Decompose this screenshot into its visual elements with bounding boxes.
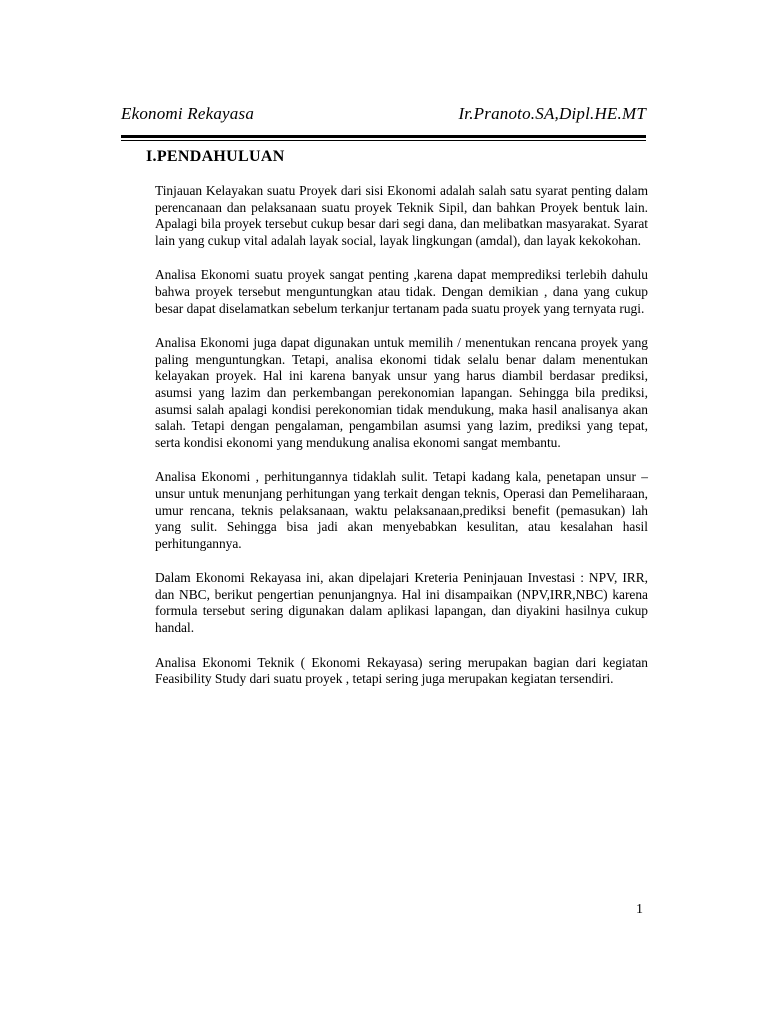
body-text (155, 183, 648, 706)
header-author: Ir.Pranoto.SA,Dipl.HE.MT (458, 104, 646, 123)
paragraph-1: Tinjauan Kelayakan suatu Proyek dari sisi Ekonomi adalah salah satu syarat penting dalam perencanaan dan pelaksanaan suatu proyek Teknik Sipil, dan bahkan Proyek bentuk lain. Apalagi bila proyek tersebut cukup besar dari segi dana, dan melibatkan masyarakat. Syarat lain yang cukup vital adalah layak social, layak lingkungan (amdal), dan layak kekokohan. (155, 183, 648, 248)
paragraph-2: Analisa Ekonomi suatu proyek sangat penting ,karena dapat memprediksi terlebih dahulu bahwa proyek tersebut menguntungkan atau tidak. Dengan demikian , dana yang cukup besar dapat diselamatkan sebelum terkanjur tertanam pada suatu proyek yang ternyata rugi. (155, 267, 648, 316)
paragraph-3: Analisa Ekonomi juga dapat digunakan untuk memilih / menentukan rencana proyek yang paling menguntungkan. Tetapi, analisa ekonomi tidak selalu benar dalam menentukan kelayakan proyek. Hal ini karena banyak unsur yang harus diambil berdasar prediksi, asumsi yang lazim dan perkembangan perekonomian lapangan. Sehingga bila prediksi, asumsi salah apalagi kondisi perekonomian tidak mendukung, maka hasil analisanya akan salah. Tetapi dengan pengalaman, pengambilan asumsi yang lazim, prediksi yang tepat, serta kondisi ekonomi yang mendukung analisa ekonomi sangat membantu. (155, 335, 648, 450)
header-rule-thin (121, 140, 646, 141)
page-number: 1 (636, 902, 643, 917)
header-course-title: Ekonomi Rekayasa (121, 104, 255, 123)
page-header (121, 104, 646, 132)
paragraph-5: Dalam Ekonomi Rekayasa ini, akan dipelajari Kreteria Peninjauan Investasi : NPV, IRR, dan NBC, berikut pengertian penunjangnya. Hal ini disampaikan (NPV,IRR,NBC) karena formula tersebut sering digunakan dalam aplikasi lapangan, dan diyakini hasilnya cukup handal. (155, 570, 648, 636)
paragraph-4: Analisa Ekonomi , perhitungannya tidaklah sulit. Tetapi kadang kala, penetapan unsur – unsur untuk menunjang perhitungan yang terkait dengan teknis, Operasi dan Pemeliharaan, umur rencana, teknis pelaksanaan, waktu pelaksanaan,prediksi benefit (pemasukan) lah yang sulit. Sehingga bisa jadi akan menyebabkan kesulitan, atau kesalahan hasil perhitungannya. (155, 469, 648, 551)
section-title: I.PENDAHULUAN (146, 148, 285, 165)
header-rule-thick (121, 135, 646, 138)
paragraph-6: Analisa Ekonomi Teknik ( Ekonomi Rekayasa) sering merupakan bagian dari kegiatan Feasibility Study dari suatu proyek , tetapi sering juga merupakan kegiatan tersendiri. (155, 654, 648, 687)
